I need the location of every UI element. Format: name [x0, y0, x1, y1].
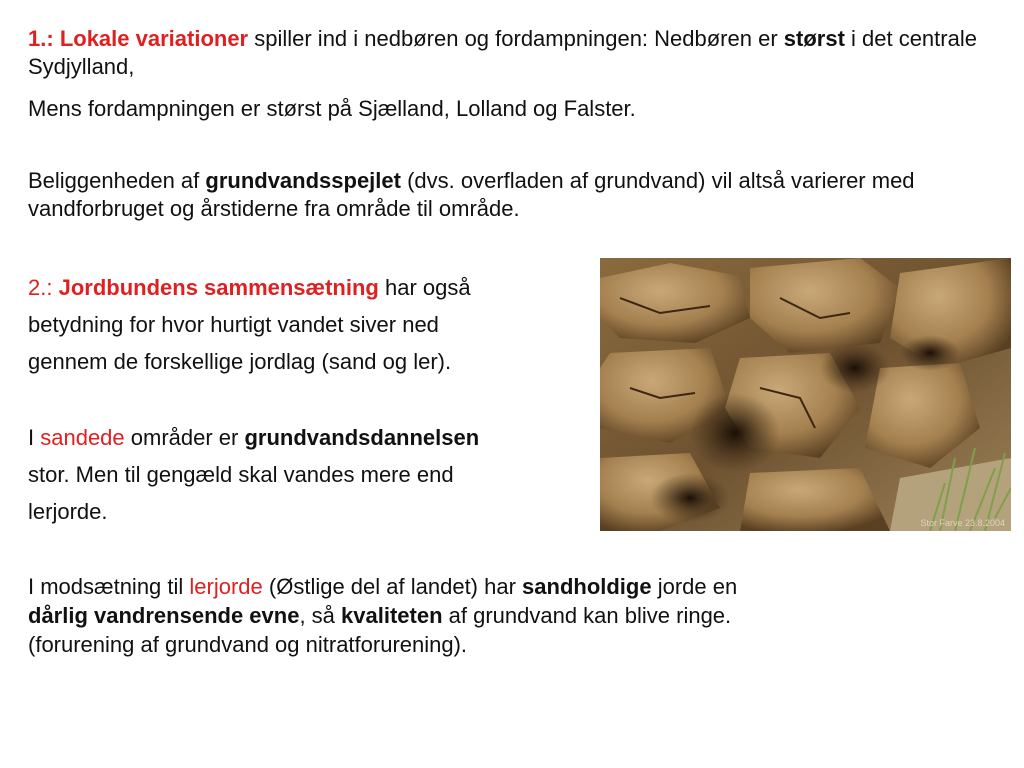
text: I [28, 425, 41, 450]
line: (forurening af grundvand og nitratforurening). [28, 632, 468, 657]
photo-watermark: Stor Farve 23.8.2004 [920, 518, 1005, 528]
paragraph-soil-composition [28, 271, 593, 382]
term-kvaliteten: kvaliteten [341, 603, 443, 628]
term-grundvandsspejlet: grundvandsspejlet [205, 168, 401, 193]
text: , så [299, 603, 342, 628]
line: betydning for hvor hurtigt vandet siver ned [28, 312, 439, 337]
term-sandede: sandede [40, 425, 125, 450]
line [28, 572, 1003, 601]
soil-illustration [600, 258, 1011, 531]
item-number-2: 2.: [28, 275, 53, 300]
paragraph-evaporation: Mens fordampningen er størst på Sjælland, Lolland og Falster. [28, 96, 636, 121]
text: jorde en [651, 574, 738, 599]
term-lerjorde: lerjorde [189, 574, 263, 599]
text: I modsætning til [28, 574, 190, 599]
term-darlig-vandrensende-evne: dårlig vandrensende evne [28, 603, 300, 628]
line: gennem de forskellige jordlag (sand og ler). [28, 349, 452, 374]
paragraph-groundwater-level [28, 167, 1003, 223]
text: (dvs. overfladen af grundvand) vil altså varierer med vandforbruget og årstiderne fra område til område. [28, 168, 915, 221]
term-sandholdige: sandholdige [522, 574, 652, 599]
paragraph-sandy-areas [28, 421, 593, 532]
term-grundvandsdannelsen: grundvandsdannelsen [244, 425, 480, 450]
line: stor. Men til gengæld skal vandes mere end [28, 462, 454, 487]
text: (Østlige del af landet) har [262, 574, 523, 599]
term-soil-composition: Jordbundens sammensætning [58, 275, 379, 300]
line [28, 271, 593, 308]
paragraph-clay-soils [28, 572, 1003, 659]
item-number-1: 1.: [28, 26, 54, 51]
line [28, 421, 593, 458]
text: i det centrale Sydjylland, [28, 26, 977, 79]
line: lerjorde. [28, 499, 108, 524]
text: har også [378, 275, 471, 300]
text: Beliggenheden af [28, 168, 206, 193]
line [28, 601, 1003, 630]
soil-clods-photo [600, 258, 1011, 531]
text: områder er [124, 425, 245, 450]
text: spiller ind i nedbøren og fordampningen: Nedbøren er [248, 26, 784, 51]
text: af grundvand kan blive ringe. [442, 603, 732, 628]
term-local-variations: Lokale variationer [59, 26, 249, 51]
paragraph-local-variations [28, 25, 1003, 81]
term-storst: størst [783, 26, 845, 51]
